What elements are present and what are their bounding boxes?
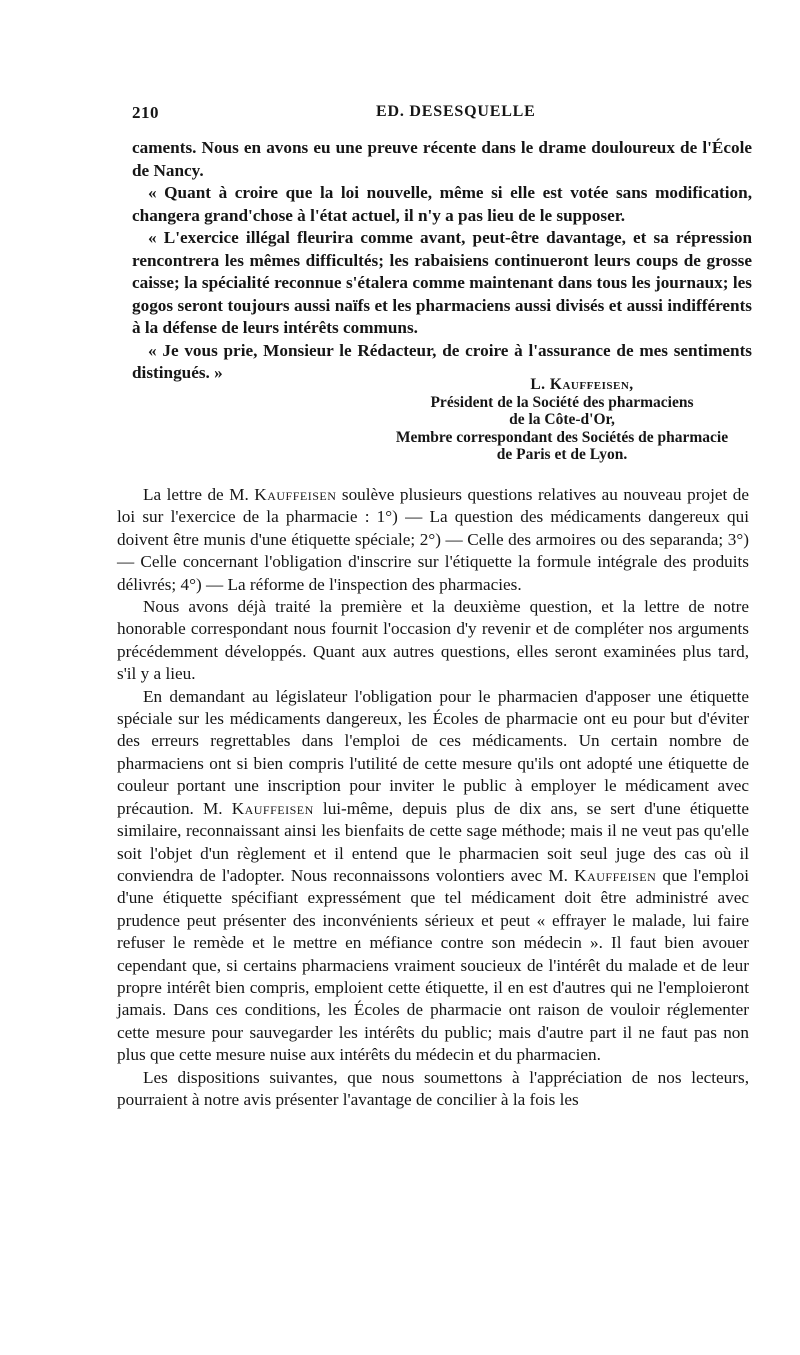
author-name: Kauffeisen [231,798,314,818]
running-title: ED. DESESQUELLE [376,103,536,120]
author-name: Kauffeisen [254,485,337,504]
letter-paragraph-1: caments. Nous en avons eu une preuve récente dans le drame douloureux de l'École de Nancy. [132,138,752,180]
signature-block [362,376,762,464]
text-run: La lettre de M. [143,485,255,504]
signature-line-1: Président de la Société des pharmaciens [430,393,694,411]
text-run: En demandant au législateur l'obligation pour le pharmacien d'apposer une étiquette spéciale sur les médicaments dangereux, les Écoles de pharmacie ont eu pour but d'éviter des erreurs regrettables dans l'emploi de ces médicaments. Un certain nombre de pharmaciens ont si bien compris l'utilité de cette mesure qu'ils ont adopté une étiquette de couleur portant une inscription pour inviter le public à employer le médicament avec précaution. M. [117,686,749,818]
commentary-paragraph-4: Les dispositions suivantes, que nous soumettons à l'appréciation de nos lecteurs, pourraient à notre avis présenter l'avantage de concilier à la fois les [117,1067,749,1109]
author-name: Kauffeisen [574,865,657,885]
letter-paragraph-3: « L'exercice illégal fleurira comme avant, peut-être davantage, et sa répression rencontrera les mêmes difficultés; les rabaisiens continueront leurs coups de grosse caisse; la spécialité reconnue s'étalera comme maintenant dans tous les journaux; les gogos seront toujours aussi naïfs et les pharmaciens aussi divisés et aussi indifférents à la défense de leurs intérêts communs. [132,228,752,337]
commentary-paragraph-1 [117,484,749,596]
commentary-paragraph-3 [117,686,749,1067]
signature-name: L. Kauffeisen, [530,376,634,393]
letter-excerpt [132,137,752,385]
text-run: que l'emploi d'une étiquette spécifiant expressément que tel médicament doit être administré avec prudence peut présenter des inconvénients sérieux et peut « effrayer le malade, lui faire refuser le remède et le mettre en méfiance contre son médecin ». Il faut bien avouer cependant que, si certains pharmaciens vraiment soucieux de l'intérêt du malade et de leur propre intérêt bien compris, emploient cette étiquette, il en est d'autres qui ne l'emploieront jamais. Dans ces conditions, les Écoles de pharmacie ont raison de vouloir réglementer cette mesure pour sauvegarder les intérêts du public; mais d'autre part il ne faut pas non plus que cette mesure nuise aux intérêts du médecin et du pharmacien. [117,865,749,1065]
signature-line-3: Membre correspondant des Sociétés de pharmacie [395,428,729,446]
running-head [132,103,752,129]
text-run: lui-même, depuis plus de dix ans, se sert d'une étiquette similaire, reconnaissant ainsi les bienfaits de cette sage méthode; mais il ne veut pas qu'elle soit l'objet d'un règlement et il entend que le pharmacien soit seul juge des cas où il conviendra de l'adopter. Nous reconnaissons volontiers avec M. [117,798,749,885]
letter-paragraph-4: « Je vous prie, Monsieur le Rédacteur, de croire à l'assurance de mes sentiments distingués. » [132,340,752,382]
signature-line-2: de la Côte-d'Or, [509,411,615,428]
text-run: soulève plusieurs questions relatives au nouveau projet de loi sur l'exercice de la pharmacie : 1°) — La question des médicaments dangereux qui doivent être munis d'une étiquette spéciale; 2°) — Celle des armoires ou des separanda; 3°) — Celle concernant l'obligation d'inscrire sur l'étiquette la formule intégrale des produits délivrés; 4°) — La réforme de l'inspection des pharmacies. [117,485,749,594]
commentary-paragraph-2: Nous avons déjà traité la première et la deuxième question, et la lettre de notre honorable correspondant nous fournit l'occasion d'y revenir et de compléter nos arguments précédemment développés. Quant aux autres questions, elles seront examinées plus tard, s'il y a lieu. [117,597,749,684]
commentary [117,484,749,1111]
signature-line-4: de Paris et de Lyon. [496,446,628,463]
page-number: 210 [132,103,159,122]
letter-paragraph-2: « Quant à croire que la loi nouvelle, même si elle est votée sans modification, changera grand'chose à l'état actuel, il n'y a pas lieu de le supposer. [132,183,752,225]
